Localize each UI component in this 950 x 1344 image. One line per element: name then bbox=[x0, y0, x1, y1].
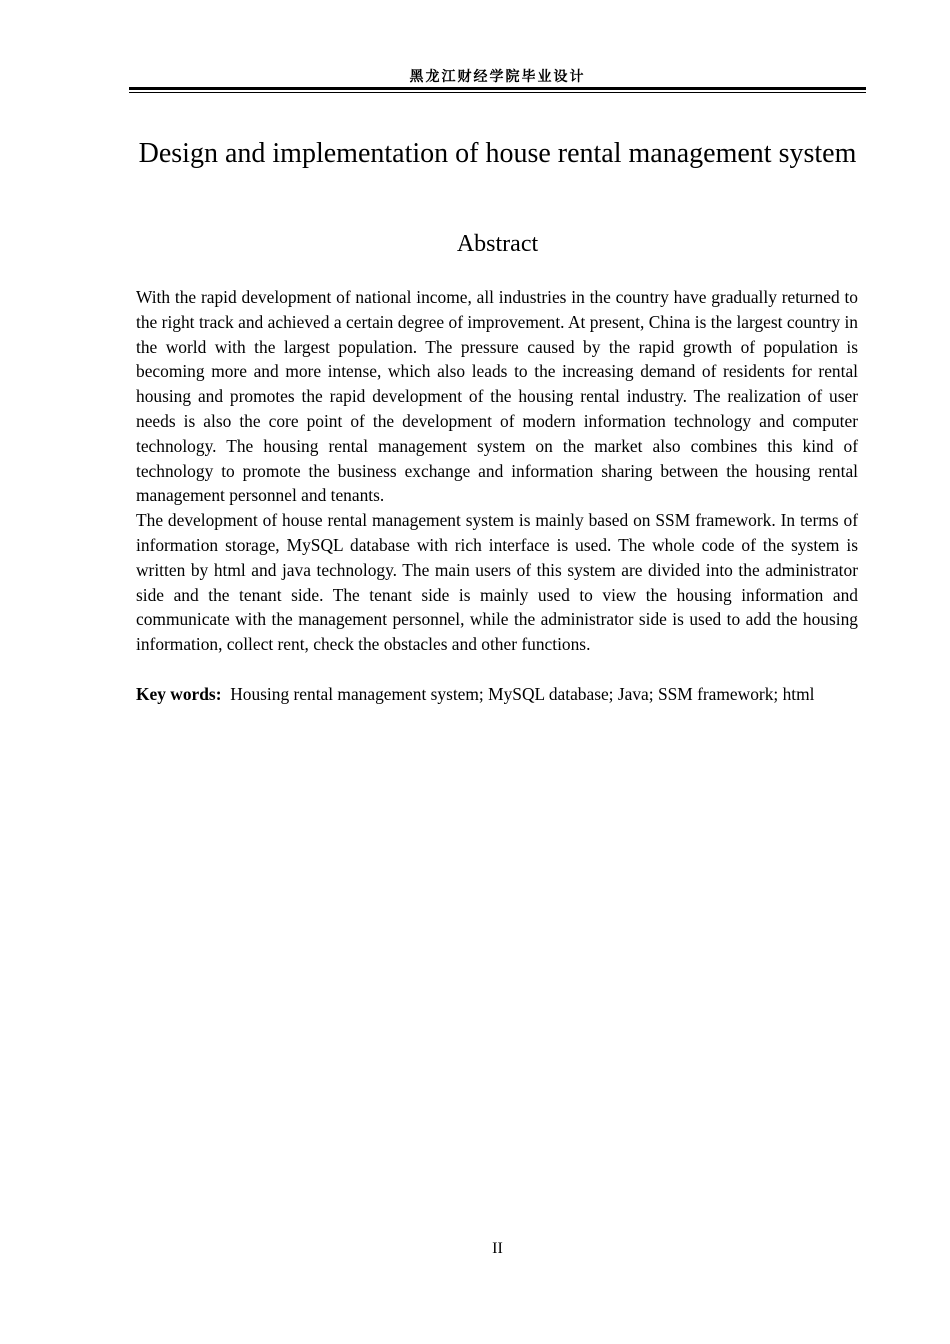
header-rule-thick bbox=[129, 87, 866, 90]
keywords-line bbox=[136, 682, 858, 707]
keywords-label: Key words: bbox=[136, 683, 222, 704]
abstract-paragraph-2: The development of house rental management system is mainly based on SSM framework. In terms of information storage, MySQL database with rich interface is used. The whole code of the system is written by html and java technology. The main users of this system are divided into the administrator side and the tenant side. The tenant side is mainly used to view the housing information and communicate with the management personnel, while the administrator side is used to add the housing information, collect rent, check the obstacles and other functions. bbox=[136, 510, 858, 655]
running-header: 黑龙江财经学院毕业设计 bbox=[409, 69, 586, 85]
paper-title: Design and implementation of house rental management system bbox=[138, 138, 857, 169]
abstract-body bbox=[136, 285, 858, 707]
abstract-paragraph-1: With the rapid development of national income, all industries in the country have gradually returned to the right track and achieved a certain degree of improvement. At present, China is the largest country in the world with the largest population. The pressure caused by the rapid growth of population is becoming more and more intense, which also leads to the increasing demand of residents for rental housing and promotes the rapid development of the housing rental industry. The realization of user needs is also the core point of the development of modern information technology and computer technology. The housing rental management system on the market also combines this kind of technology to promote the business exchange and information sharing between the housing rental management personnel and tenants. bbox=[136, 287, 858, 506]
keywords-text: Housing rental management system; MySQL database; Java; SSM framework; html bbox=[230, 683, 815, 704]
abstract-heading: Abstract bbox=[456, 231, 539, 257]
page-number: II bbox=[492, 1240, 503, 1257]
header-rule-thin bbox=[129, 92, 866, 93]
